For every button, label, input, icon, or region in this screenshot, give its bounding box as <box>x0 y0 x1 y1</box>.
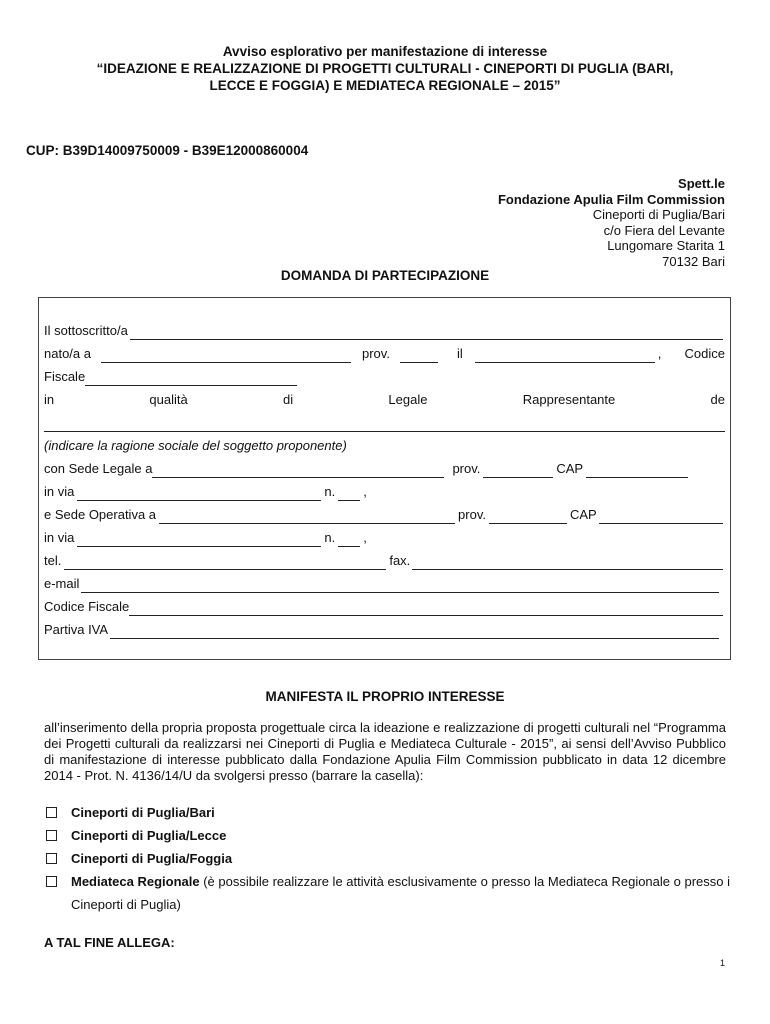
label-legale: Legale <box>388 392 428 407</box>
field-civico-legale[interactable] <box>338 487 360 501</box>
allega-heading: A TAL FINE ALLEGA: <box>44 935 175 950</box>
option-note-mediateca: (è possibile realizzare le attività esclusivamente o presso la Mediateca Regionale o presso i Cineporti di Puglia) <box>71 874 730 912</box>
field-ragione-sociale[interactable] <box>44 418 725 432</box>
title-line-3: LECCE E FOGGIA) E MEDIATECA REGIONALE – 2015” <box>209 78 561 93</box>
label-nato: nato/a a <box>44 346 91 361</box>
label-sede-legale: con Sede Legale a <box>44 461 153 476</box>
label-de: de <box>710 392 725 407</box>
recipient-line-6: 70132 Bari <box>662 253 725 269</box>
label-rappresentante: Rappresentante <box>522 392 616 407</box>
field-via-legale[interactable] <box>77 487 321 501</box>
field-codice-fiscale-personale[interactable] <box>85 372 297 386</box>
checkbox-bari[interactable] <box>46 807 57 818</box>
label-email: e-mail <box>44 576 80 591</box>
checkbox-mediateca[interactable] <box>46 876 57 887</box>
form-row-via-legale: in via n. , <box>44 484 367 499</box>
form-row-ragione-sociale <box>44 414 725 432</box>
recipient-line-3: Cineporti di Puglia/Bari <box>592 207 725 222</box>
form-row-email <box>44 575 725 593</box>
label-cap-legale: CAP <box>556 461 584 476</box>
option-label-mediateca: Mediateca Regionale <box>71 874 200 889</box>
checkbox-foggia[interactable] <box>46 853 57 864</box>
recipient-line-4: c/o Fiera del Levante <box>603 222 725 238</box>
label-qualita: qualità <box>149 392 188 407</box>
field-sede-operativa-citta[interactable] <box>159 510 455 524</box>
label-il: il <box>456 346 463 361</box>
recipient-salutation: Spett.le <box>678 176 725 191</box>
application-form-box <box>38 297 731 660</box>
field-via-operativa[interactable] <box>77 533 321 547</box>
label-partita-iva: Partiva IVA <box>44 622 109 637</box>
title-line-1: Avviso esplorativo per manifestazione di interesse <box>222 44 548 59</box>
form-row-sede-operativa <box>44 506 725 524</box>
field-birth-prov[interactable] <box>400 349 438 363</box>
label-indicare: (indicare la ragione sociale del soggetto proponente) <box>44 438 347 453</box>
label-sede-operativa: e Sede Operativa a <box>44 507 157 522</box>
field-codice-fiscale[interactable] <box>129 602 723 616</box>
label-in-via-legale: in via <box>44 484 75 499</box>
form-row-sede-legale <box>44 460 725 478</box>
field-sede-legale-cap[interactable] <box>586 464 688 478</box>
option-foggia[interactable] <box>44 847 730 870</box>
label-prov: prov. <box>362 346 390 361</box>
field-civico-operativa[interactable] <box>338 533 360 547</box>
form-row-indicare <box>44 437 725 455</box>
option-mediateca[interactable] <box>44 870 730 916</box>
form-row-sottoscritto <box>44 322 725 340</box>
option-label-bari: Cineporti di Puglia/Bari <box>71 805 215 820</box>
manifesta-title: MANIFESTA IL PROPRIO INTERESSE <box>265 689 505 704</box>
document-title <box>40 43 730 94</box>
option-bari[interactable] <box>44 801 730 824</box>
field-sede-operativa-cap[interactable] <box>599 510 723 524</box>
label-in-via-operativa: in via <box>44 530 75 545</box>
form-row-via-operativa: in via n. , <box>44 530 367 545</box>
recipient-line-5: Lungomare Starita 1 <box>607 238 725 253</box>
form-row-tel-fax <box>44 552 725 570</box>
field-sede-legale-citta[interactable] <box>152 464 444 478</box>
label-cap-operativa: CAP <box>569 507 597 522</box>
page-number: 1 <box>719 958 725 968</box>
form-row-nato: nato/a a prov. il , Codice <box>44 346 725 361</box>
form-row-codice-fiscale <box>44 598 725 616</box>
option-label-lecce: Cineporti di Puglia/Lecce <box>71 828 227 843</box>
field-birthplace[interactable] <box>101 349 351 363</box>
field-email[interactable] <box>81 579 719 593</box>
label-n-operativa: n. <box>324 530 336 545</box>
field-sede-legale-prov[interactable] <box>483 464 553 478</box>
field-birth-date[interactable] <box>475 349 655 363</box>
interest-paragraph: all’inserimento della propria proposta progettuale circa la ideazione e realizzazione di progetti culturali nel “Programma dei Progetti culturali da realizzarsi nei Cineporti di Puglia e Mediateca Culturale - 2015”, ai sensi dell’Avviso Pubblico di manifestazione di interesse pubblicato dalla Fondazione Apulia Film Commission pubblicato in data 12 dicembre 2014 - Prot. N. 4136/14/U da svolgersi presso (barrare la casella): <box>44 720 726 783</box>
label-codice-fiscale: Codice Fiscale <box>44 599 130 614</box>
label-sottoscritto: Il sottoscritto/a <box>44 323 128 338</box>
label-prov-legale: prov. <box>452 461 481 476</box>
label-n-legale: n. <box>324 484 336 499</box>
form-row-fiscale <box>44 368 725 386</box>
option-label-foggia: Cineporti di Puglia/Foggia <box>71 851 233 866</box>
title-line-2: “IDEAZIONE E REALIZZAZIONE DI PROGETTI CULTURALI - CINEPORTI DI PUGLIA (BARI, <box>96 61 674 76</box>
field-partita-iva[interactable] <box>110 625 719 639</box>
label-fax: fax. <box>389 553 411 568</box>
field-sottoscritto[interactable] <box>130 326 723 340</box>
label-fiscale: Fiscale <box>44 369 86 384</box>
checkbox-lecce[interactable] <box>46 830 57 841</box>
label-codice: Codice <box>684 346 725 361</box>
form-row-partita-iva <box>44 621 725 639</box>
cup-code: CUP: B39D14009750009 - B39E12000860004 <box>26 143 309 158</box>
field-tel[interactable] <box>64 556 386 570</box>
recipient-name: Fondazione Apulia Film Commission <box>497 191 725 207</box>
label-tel: tel. <box>44 553 62 568</box>
form-row-qualita <box>44 391 725 409</box>
field-sede-operativa-prov[interactable] <box>489 510 567 524</box>
form-title: DOMANDA DI PARTECIPAZIONE <box>280 268 490 283</box>
field-fax[interactable] <box>412 556 723 570</box>
label-in: in <box>44 392 55 407</box>
label-di: di <box>283 392 294 407</box>
option-lecce[interactable] <box>44 824 730 847</box>
label-prov-operativa: prov. <box>458 507 486 522</box>
recipient-address <box>498 176 725 269</box>
